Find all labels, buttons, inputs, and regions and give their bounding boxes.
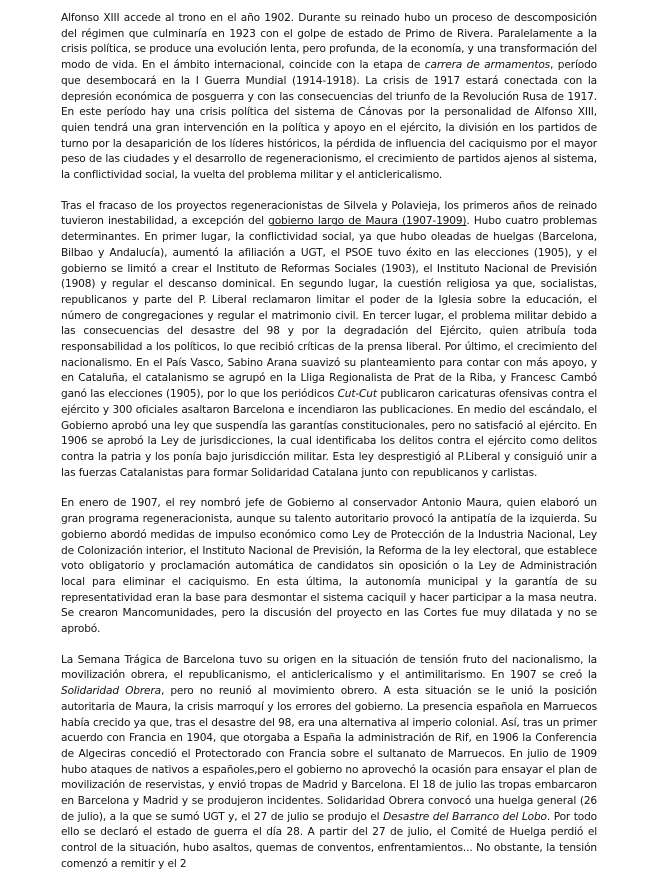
- text-run: En enero de 1907, el rey nombró jefe de Gobierno al conservador Antonio Maura, quien elaboró un gran programa regeneracionista, aunque su talento autoritario provocó la antipatía de la izquierda. Su gobierno abordó medidas de impulso económico como Ley de Protección de la Industria Nacional, Ley de Colonización interior, el Instituto Nacional de Previsión, la Reforma de la ley electoral, que establece voto obligatorio y proclamación automática de candidatos sin oposición o la Ley de Administración local para eliminar el caciquismo. En esta última, la autonomía municipal y la garantía de su representatividad eran la base para desmontar el sistema caciquil y hacer participar a la masa neutra. Se crearon Mancomunidades, pero la discusión del proyecto en las Cortes fue muy dilatada y no se aprobó.: [61, 497, 597, 636]
- text-run: La Semana Trágica de Barcelona tuvo su origen en la situación de tensión fruto del nacionalismo, la movilización obrera, el republicanismo, el anticlericalismo y el antimilitarismo. En 1907 se creó la: [61, 653, 597, 682]
- text-run: publicaron caricaturas ofensivas contra el ejército y 300 oficiales asaltaron Barcelona e incendiaron las publicaciones. En medio del escándalo, el Gobierno aprobó una ley que suspendía las garantías constitucionales, pero no satisfació al ejército. En 1906 se aprobó la Ley de jurisdicciones, la cual identificaba los delitos contra el ejército como delitos contra la patria y los ponía bajo jurisdicción militar. Esta ley desprestigió al P.Liberal y consiguió unir a las fuerzas Catalanistas para formar Solidaridad Catalana junto con republicanos y carlistas.: [61, 388, 597, 479]
- paragraph-gobierno-maura: [61, 496, 597, 637]
- text-run: , pero no reunió al movimiento obrero. A esta situación se le unió la posición autoritaria de Maura, la crisis marroquí y los errores del gobierno. La presencia española en Marruecos había crecido ya que, tras el desastre del 98, era una alternativa al imperio colonial. Así, tras un primer acuerdo con Francia en 1904, que otorgaba a España la administración de Rif, en 1906 la Conferencia de Algeciras concedió el Protectorado con Francia sobre el sultanato de Marruecos. En julio de 1909 hubo ataques de nativos a españoles,pero el gobierno no aprovechó la ocasión para ensayar el plan de movilización de reservistas, y envió tropas de Madrid y Barcelona. El 18 de julio las tropas embarcaron en Barcelona y Madrid y se produjeron incidentes. Solidaridad Obrera convocó una huelga general (26 de julio), a la que se sumó UGT y, el 27 de julio se produjo el: [61, 685, 597, 823]
- paragraph-alfonso-xiii: [61, 11, 597, 184]
- paragraph-semana-tragica: [61, 653, 597, 873]
- document-page: [61, 11, 597, 888]
- text-run: Alfonso XIII accede al trono en el año 1902. Durante su reinado hubo un proceso de descomposición del régimen que culminaría en 1923 con el golpe de estado de Primo de Rivera. Paralelamente a la crisis política, se produce una evolución lenta, pero profunda, de la economía, y una transformación del modo de vida. En el ámbito internacional, coincide con la etapa de: [61, 12, 597, 72]
- italic-text-run: Desastre del Barranco del Lobo: [383, 810, 547, 823]
- underlined-text-run: gobierno largo de Maura (1907-1909): [268, 215, 467, 228]
- italic-text-run: Solidaridad Obrera: [61, 685, 161, 698]
- paragraph-regeneracionismo: [61, 199, 597, 482]
- italic-text-run: Cut-Cut: [337, 388, 377, 401]
- text-run: . Hubo cuatro problemas determinantes. En primer lugar, la conflictividad social, ya que hubo oleadas de huelgas (Barcelona, Bilbao y Andalucía), aumentó la afiliación a UGT, el PSOE tuvo éxito en las elecciones (1905), y el gobierno se limitó a crear el Instituto de Reformas Sociales (1903), el Instituto Nacional de Previsión (1908) y regular el descanso dominical. En segundo lugar, la cuestión religiosa ya que, socialistas, republicanos y parte del P. Liberal reclamaron limitar el poder de la Iglesia sobre la educación, el número de congregaciones y regular el matrimonio civil. En tercer lugar, el problema militar debido a las consecuencias del desastre del 98 y por la degradación del Ejército, quien atribuía toda responsabilidad a los políticos, lo que recibió críticas de la prensa liberal. Por último, el crecimiento del nacionalismo. En el País Vasco, Sabino Arana suavizó su planteamiento para contar con más apoyo, y en Cataluña, el catalanismo se agrupó en la Lliga Regionalista de Prat de la Riba, y Francesc Cambó ganó las elecciones (1905), por lo que los periódicos: [61, 215, 597, 401]
- text-run: Tras el fracaso de los proyectos regeneracionistas de Silvela y Polavieja, los primeros años de reinado tuvieron inestabilidad, a excepción del: [61, 199, 597, 228]
- text-run: , período que desembocará en la I Guerra Mundial (1914-1918). La crisis de 1917 estará conectada con la depresión económica de posguerra y con las consecuencias del triunfo de la Revolución Rusa de 1917. En este período hay una crisis política del sistema de Cánovas por la personalidad de Alfonso XIII, quien tendrá una gran intervención en la política y apoyo en el ejército, la división en los partidos de turno por la desaparición de los líderes históricos, la pérdida de influencia del caciquismo por el mayor peso de las ciudades y el desarrollo de regeneracionismo, el crecimiento de partidos ajenos al sistema, la conflictividad social, la vuelta del problema militar y el anticlericalismo.: [61, 59, 597, 182]
- italic-text-run: carrera de armamentos: [424, 59, 551, 72]
- text-run: . Por todo ello se declaró el estado de guerra el día 28. A partir del 27 de julio, el Comité de Huelga perdió el control de la situación, hubo asaltos, quemas de conventos, enfrentamientos... No obstante, la tensión comenzó a remitir y el 2: [61, 810, 597, 870]
